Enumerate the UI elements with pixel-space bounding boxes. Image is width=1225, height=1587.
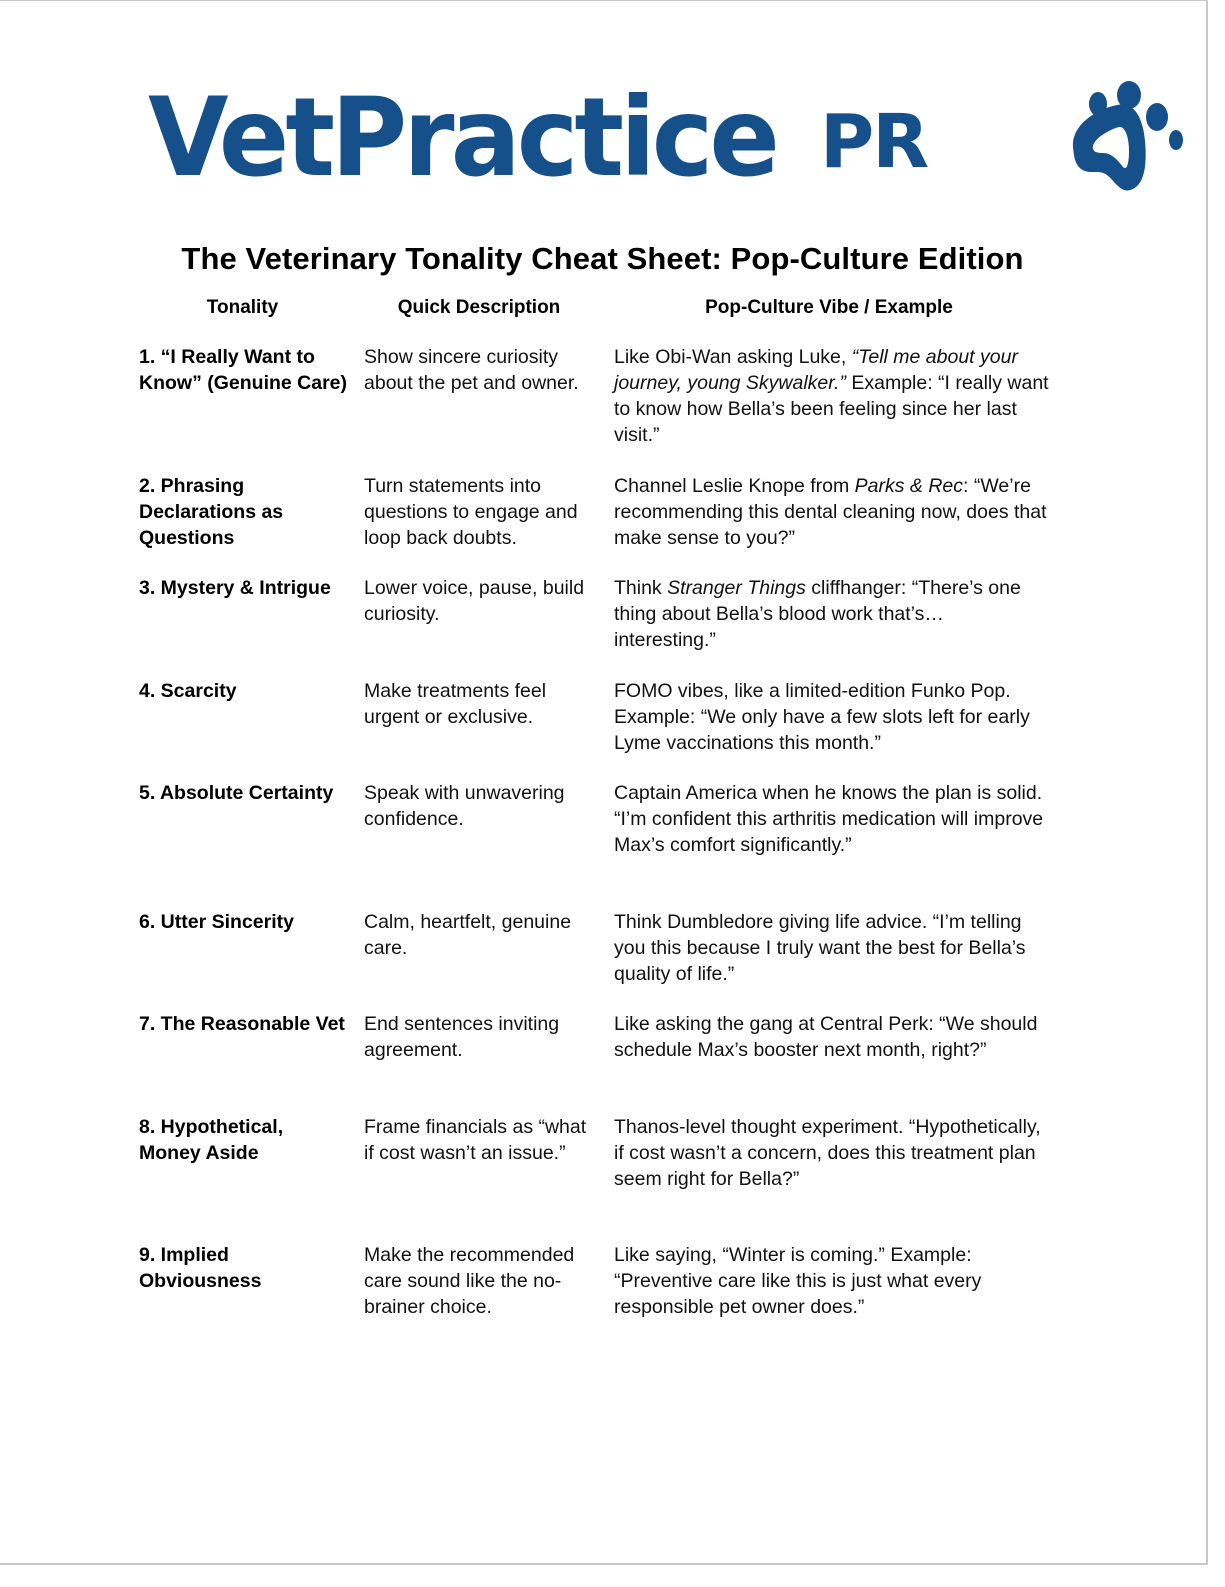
vibe-text: Thanos-level thought experiment. “Hypothetically, if cost wasn’t a concern, does this treatment plan seem right for Bella?” — [614, 1116, 1041, 1190]
vibe-italic-text: Stranger Things — [667, 577, 806, 599]
tonality-cell: 7. The Reasonable Vet — [139, 1013, 345, 1035]
vibe-text: Think — [614, 577, 668, 599]
vibe-text: Like Obi-Wan asking Luke, — [614, 346, 852, 368]
vibe-text: FOMO vibes, like a limited-edition Funko Pop. Example: “We only have a few slots left for early Lyme vaccinations this month.” — [614, 680, 1030, 754]
column-header-tonality: Tonality — [206, 297, 279, 318]
description-cell: Show sincere curiosity about the pet and owner. — [364, 346, 579, 394]
column-header-vibe: Pop-Culture Vibe / Example — [705, 297, 953, 318]
vibe-text: Example: “I really want to know how Bella’s been feeling since her last visit.” — [614, 372, 1049, 446]
vibe-cell — [614, 1114, 1050, 1192]
vibe-cell — [614, 1011, 1050, 1063]
vibe-text: Think Dumbledore giving life advice. “I’m telling you this because I truly want the best for Bella’s quality of life.” — [614, 911, 1026, 985]
tonality-cell: 8. Hypothetical, Money Aside — [139, 1116, 284, 1164]
paw-print-icon — [1063, 79, 1183, 197]
vibe-text: : “We’re recommending this dental cleaning now, does that make sense to you?” — [614, 475, 1047, 549]
vibe-cell — [614, 780, 1050, 858]
vibe-text: Like saying, “Winter is coming.” Example: “Preventive care like this is just what every responsible pet owner does.” — [614, 1244, 982, 1318]
vibe-text: Captain America when he knows the plan is solid. “I’m confident this arthritis medication will improve Max’s comfort significantly.” — [614, 782, 1044, 856]
tonality-cell: 9. Implied Obviousness — [139, 1244, 262, 1292]
vibe-text: Channel Leslie Knope from — [614, 475, 855, 497]
description-cell: Frame financials as “what if cost wasn’t an issue.” — [364, 1116, 587, 1164]
logo-brand-text: VetPractice — [148, 73, 776, 202]
tonality-cell: 6. Utter Sincerity — [139, 911, 294, 933]
tonality-cell: 4. Scarcity — [139, 680, 237, 702]
document-title: The Veterinary Tonality Cheat Sheet: Pop-Culture Edition — [181, 241, 1024, 276]
vibe-cell — [614, 678, 1050, 756]
vibe-text: Like asking the gang at Central Perk: “We should schedule Max’s booster next month, right?” — [614, 1013, 1038, 1061]
description-cell: Make the recommended care sound like the no-brainer choice. — [364, 1244, 575, 1318]
vibe-cell — [614, 1242, 1050, 1320]
vibe-cell — [614, 344, 1050, 448]
tonality-cell: 2. Phrasing Declarations as Questions — [139, 475, 284, 549]
vibe-italic-text: “Tell me about your journey, young Skywalker.” — [614, 346, 1018, 394]
description-cell: Calm, heartfelt, genuine care. — [364, 911, 572, 959]
vetpracticepro-logo — [148, 73, 1068, 202]
description-cell: Turn statements into questions to engage and loop back doubts. — [364, 475, 578, 549]
tonality-cell: 5. Absolute Certainty — [139, 782, 334, 804]
description-cell: Speak with unwavering confidence. — [364, 782, 565, 830]
tonality-cell: 1. “I Really Want to Know” (Genuine Care) — [139, 346, 348, 394]
vibe-cell — [614, 575, 1050, 653]
column-header-description: Quick Description — [397, 297, 561, 318]
description-cell: Lower voice, pause, build curiosity. — [364, 577, 585, 625]
vibe-cell — [614, 909, 1050, 987]
description-cell: Make treatments feel urgent or exclusive. — [364, 680, 547, 728]
vibe-cell — [614, 473, 1050, 551]
logo-suffix-text: PR — [820, 99, 928, 185]
vibe-italic-text: Parks & Rec — [854, 475, 964, 497]
description-cell: End sentences inviting agreement. — [364, 1013, 560, 1061]
tonality-cell: 3. Mystery & Intrigue — [139, 577, 331, 599]
vibe-text: cliffhanger: “There’s one thing about Bella’s blood work that’s… interesting.” — [614, 577, 1021, 651]
